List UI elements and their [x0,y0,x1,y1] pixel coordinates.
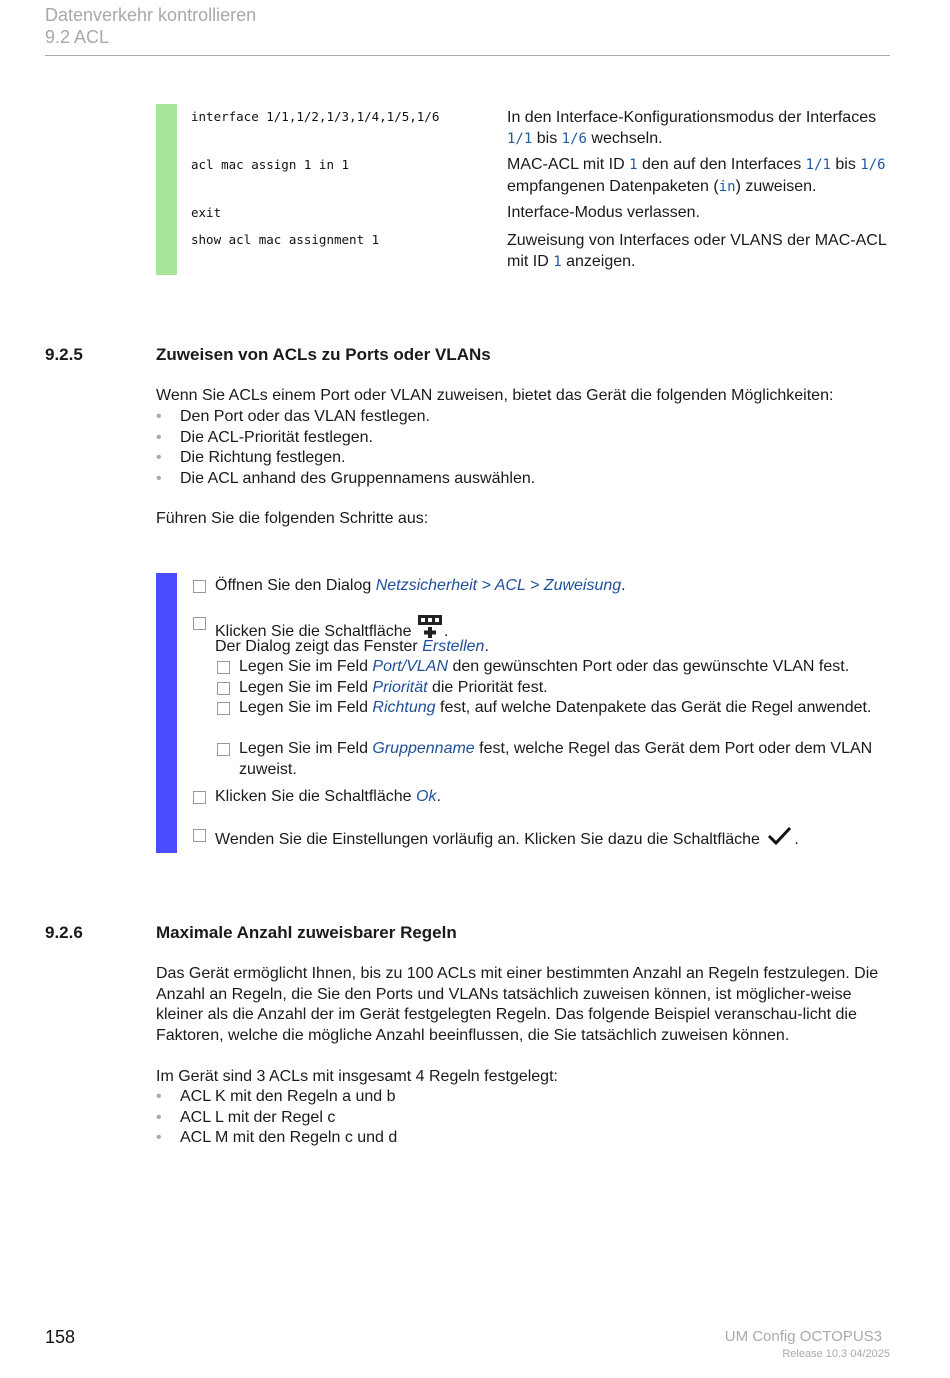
code-command: show acl mac assignment 1 [191,232,380,247]
step-text: Wenden Sie die Einstellungen vorläufig an. Klicken Sie dazu die Schaltfläche . [215,825,799,851]
steps-marker-bar [156,573,177,853]
list-item: • Die ACL anhand des Gruppennamens auswählen. [156,469,536,487]
code-description: In den Interface-Konfigurationsmodus der Interfaces 1/1 bis 1/6 wechseln. [507,109,877,147]
bullet-list [156,407,535,489]
section-intro: Wenn Sie ACLs einem Port oder VLAN zuweisen, bietet das Gerät die folgenden Möglichkeiten: [156,387,834,404]
section-number: 9.2.6 [45,923,83,942]
substep-checkbox[interactable] [217,743,230,756]
list-item: • Die ACL-Priorität festlegen. [156,428,373,446]
substep-text: Legen Sie im Feld Priorität die Priorität fest. [239,679,548,696]
step-text: Öffnen Sie den Dialog Netzsicherheit > ACL > Zuweisung. [215,577,626,594]
code-marker-bar [156,104,177,275]
checkmark-icon[interactable] [764,825,794,847]
section-number: 9.2.5 [45,345,83,364]
step-text: Klicken Sie die Schaltfläche . [215,614,448,643]
code-description: Zuweisung von Interfaces oder VLANS der MAC-ACL mit ID 1 anzeigen. [507,232,887,270]
add-table-row-icon[interactable] [416,614,444,638]
header-section: 9.2 ACL [45,27,110,47]
step-checkbox[interactable] [193,829,206,842]
substep-text: Legen Sie im Feld Richtung fest, auf welche Datenpakete das Gerät die Regel anwendet. [239,699,872,716]
substep-text: Legen Sie im Feld Gruppenname fest, welche Regel das Gerät dem Port oder dem VLAN zuweist. [239,740,873,778]
code-command: acl mac assign 1 in 1 [191,157,350,172]
list-item: • ACL L mit der Regel c [156,1108,336,1126]
section-paragraph: Im Gerät sind 3 ACLs mit insgesamt 4 Regeln festgelegt: [156,1068,558,1085]
step-text: Der Dialog zeigt das Fenster Erstellen. [215,638,489,655]
code-description: Interface-Modus verlassen. [507,204,700,221]
list-item: • Den Port oder das VLAN festlegen. [156,408,430,425]
list-item: • ACL K mit den Regeln a und b [156,1088,396,1105]
substep-text: Legen Sie im Feld Port/VLAN den gewünschten Port oder das gewünschte VLAN fest. [239,658,850,675]
step-text: Klicken Sie die Schaltfläche Ok. [215,788,441,805]
steps-intro: Führen Sie die folgenden Schritte aus: [156,510,429,527]
bullet-list [156,1087,397,1149]
section-title: Zuweisen von ACLs zu Ports oder VLANs [156,345,491,364]
code-description: MAC-ACL mit ID 1 den auf den Interfaces 1/1 bis 1/6 empfangenen Datenpaketen (in) zuweisen. [507,156,886,195]
dialog-path-link[interactable]: Netzsicherheit > ACL > Zuweisung [375,577,622,594]
footer-document: UM Config OCTOPUS3 [724,1328,882,1345]
step-checkbox[interactable] [193,791,206,804]
page-number: 158 [45,1327,76,1347]
header-chapter: Datenverkehr kontrollieren [45,5,257,25]
ok-button-ref[interactable]: Ok [416,788,437,805]
code-command: interface 1/1,1/2,1/3,1/4,1/5,1/6 [191,109,440,124]
window-name-link: Erstellen [422,638,485,655]
substep-checkbox[interactable] [217,661,230,674]
substep-checkbox[interactable] [217,702,230,715]
step-checkbox[interactable] [193,617,206,630]
header-divider [45,55,890,56]
step-checkbox[interactable] [193,580,206,593]
section-title: Maximale Anzahl zuweisbarer Regeln [156,923,457,942]
footer-release: Release 10.3 04/2025 [782,1348,890,1360]
section-paragraph: Das Gerät ermöglicht Ihnen, bis zu 100 ACLs mit einer bestimmten Anzahl an Regeln festzulegen. Die Anzahl an Regeln, die Sie den Ports und VLANs tatsächlich zuweisen können, ist möglicher-weise kleiner als die Anzahl der im Gerät festgelegten Regeln. Das folgende Beispiel veranschau-licht die Faktoren, welche die mögliche Anzahl beeinflussen, die Sie tatsächlich zuweisen können. [156,965,879,1044]
code-command: exit [191,205,222,220]
substep-checkbox[interactable] [217,682,230,695]
list-item: • ACL M mit den Regeln c und d [156,1129,398,1146]
list-item: • Die Richtung festlegen. [156,449,346,466]
